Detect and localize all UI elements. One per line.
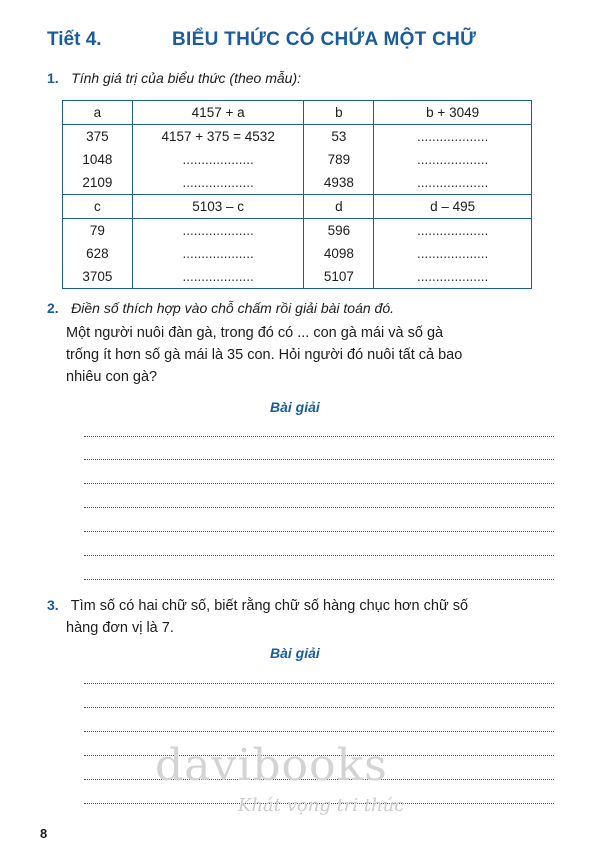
table-cell: 375 xyxy=(63,125,133,149)
table-header-cell: b + 3049 xyxy=(374,101,532,125)
answer-line[interactable] xyxy=(84,707,554,708)
question-3-line: hàng đơn vị là 7. xyxy=(66,620,174,636)
question-1-prompt: Tính giá trị của biểu thức (theo mẫu): xyxy=(71,70,302,86)
question-2-number: 2. xyxy=(47,300,59,316)
answer-blank[interactable]: ................... xyxy=(132,171,304,195)
watermark-slogan: Khát vọng tri thức xyxy=(238,795,405,816)
question-2-line: nhiêu con gà? xyxy=(66,369,158,385)
expression-table xyxy=(62,100,532,289)
answer-blank[interactable]: ................... xyxy=(132,219,304,243)
table-header-cell: b xyxy=(304,101,374,125)
table-cell: 4098 xyxy=(304,242,374,265)
question-1-header xyxy=(47,70,301,88)
question-2-body xyxy=(66,322,576,388)
table-cell: 3705 xyxy=(63,265,133,289)
table-header-cell: c xyxy=(63,195,133,219)
answer-blank[interactable]: ................... xyxy=(132,265,304,289)
table-row xyxy=(63,242,532,265)
answer-blank[interactable]: ................... xyxy=(374,125,532,149)
table-header-row xyxy=(63,195,532,219)
question-3 xyxy=(47,594,577,639)
table-header-cell: 5103 – c xyxy=(132,195,304,219)
table-cell: 5107 xyxy=(304,265,374,289)
answer-line[interactable] xyxy=(84,507,554,508)
answer-blank[interactable]: ................... xyxy=(132,148,304,171)
answer-blank[interactable]: ................... xyxy=(374,171,532,195)
answer-line[interactable] xyxy=(84,436,554,437)
table-header-cell: d xyxy=(304,195,374,219)
table-cell: 628 xyxy=(63,242,133,265)
answer-blank[interactable]: ................... xyxy=(374,265,532,289)
table-row xyxy=(63,125,532,149)
table-row xyxy=(63,265,532,289)
table-row xyxy=(63,148,532,171)
answer-line[interactable] xyxy=(84,459,554,460)
solution-label: Bài giải xyxy=(270,645,320,661)
solution-label: Bài giải xyxy=(270,399,320,415)
table-header-cell: 4157 + a xyxy=(132,101,304,125)
question-2-line: trống ít hơn số gà mái là 35 con. Hỏi người đó nuôi tất cả bao xyxy=(66,347,463,363)
question-2-header xyxy=(47,300,394,318)
table-cell: 53 xyxy=(304,125,374,149)
table-cell: 4938 xyxy=(304,171,374,195)
table-cell: 4157 + 375 = 4532 xyxy=(132,125,304,149)
table-header-cell: d – 495 xyxy=(374,195,532,219)
answer-line[interactable] xyxy=(84,531,554,532)
title-row xyxy=(0,29,600,59)
answer-line[interactable] xyxy=(84,683,554,684)
question-3-line: Tìm số có hai chữ số, biết rằng chữ số hàng chục hơn chữ số xyxy=(70,598,469,614)
table-cell: 1048 xyxy=(63,148,133,171)
table-header-row xyxy=(63,101,532,125)
lesson-label: Tiết 4. xyxy=(47,29,102,50)
table-row xyxy=(63,219,532,243)
table-header-cell: a xyxy=(63,101,133,125)
question-2-prompt: Điền số thích hợp vào chỗ chấm rồi giải bài toán đó. xyxy=(71,300,395,316)
table-row xyxy=(63,171,532,195)
table-cell: 79 xyxy=(63,219,133,243)
answer-line[interactable] xyxy=(84,731,554,732)
table-cell: 789 xyxy=(304,148,374,171)
question-3-number: 3. xyxy=(47,597,59,613)
answer-blank[interactable]: ................... xyxy=(132,242,304,265)
page-title: BIỂU THỨC CÓ CHỨA MỘT CHỮ xyxy=(172,29,477,50)
answer-line[interactable] xyxy=(84,579,554,580)
table-cell: 596 xyxy=(304,219,374,243)
answer-blank[interactable]: ................... xyxy=(374,148,532,171)
answer-blank[interactable]: ................... xyxy=(374,242,532,265)
answer-line[interactable] xyxy=(84,555,554,556)
answer-blank[interactable]: ................... xyxy=(374,219,532,243)
question-2-line: Một người nuôi đàn gà, trong đó có ... con gà mái và số gà xyxy=(66,325,444,341)
watermark-brand: davibooks xyxy=(155,740,388,791)
table-cell: 2109 xyxy=(63,171,133,195)
answer-line[interactable] xyxy=(84,483,554,484)
page-number: 8 xyxy=(40,826,48,841)
question-1-number: 1. xyxy=(47,70,59,86)
